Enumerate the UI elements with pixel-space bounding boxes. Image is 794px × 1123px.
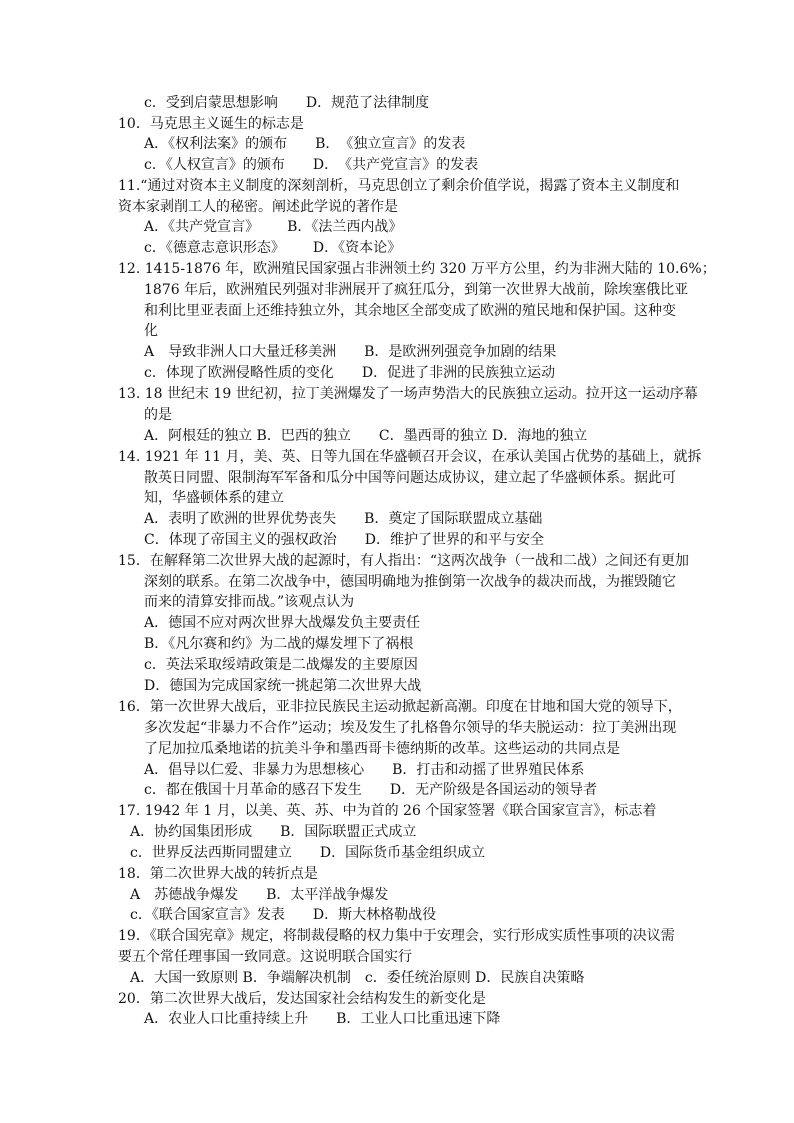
option-text: A 苏德战争爆发: [130, 887, 239, 903]
question-12-stem: 12. 1415-1876 年，欧洲殖民国家强占非洲领土约 320 万平方公里，约为非洲大陆的 10.6%；: [118, 261, 716, 277]
option-text: B．《凡尔赛和约》为二战的爆发埋下了祸根: [144, 636, 414, 652]
option-text: B．太平洋战争爆发: [266, 887, 389, 903]
question-20-stem: 20．第二次世界大战后，发达国家社会结构发生的新变化是: [118, 991, 486, 1007]
question-12-stem: 化: [144, 323, 158, 339]
option-line: [144, 155, 478, 175]
option-text: C．墨西哥的独立 D．海地的独立: [378, 428, 588, 444]
option-text: c．《人权宣言》的颁布: [144, 157, 285, 173]
option-text: A．阿根廷的独立 B．巴西的独立: [144, 428, 351, 444]
option-text: A．大国一致原则 B．争端解决机制: [130, 970, 351, 986]
option-line: [144, 760, 584, 780]
option-text: c．受到启蒙思想影响: [144, 95, 278, 111]
question-16-stem: 了尼加拉瓜桑地诺的抗美斗争和墨西哥卡德纳斯的改革。这些运动的共同点是: [144, 741, 620, 757]
option-line: [144, 426, 587, 446]
question-15-stem: 15．在解释第二次世界大战的起源时，有人指出：“这两次战争（一战和二战）之间还有更加: [118, 553, 689, 569]
option-line: [130, 968, 584, 988]
option-text: D．《资本论》: [312, 240, 402, 256]
option-text: D．德国为完成国家统一挑起第二次世界大战: [144, 678, 422, 694]
question-18-stem: 18．第二次世界大战的转折点是: [118, 866, 318, 882]
option-line: [144, 217, 402, 237]
question-16-stem: 16．第一次世界大战后，亚非拉民族民主运动掀起新高潮。印度在甘地和国大党的领导下，: [118, 699, 682, 715]
question-14-stem: 知，华盛顿体系的建立: [144, 490, 284, 506]
option-text: B．国际联盟正式成立: [280, 824, 417, 840]
question-11-stem: 11.“通过对资本主义制度的深刻剖析，马克思创立了剩余价值学说，揭露了资本主义制度和: [118, 178, 680, 194]
option-line: [144, 530, 544, 550]
option-text: A．表明了欧洲的世界优势丧失: [144, 511, 337, 527]
option-text: D．规范了法律制度: [305, 95, 430, 111]
option-line: [144, 238, 401, 258]
option-text: c．《联合国家宣言》发表: [130, 907, 285, 923]
option-text: D． 《共产党宣言》的发表: [312, 157, 479, 173]
option-line: [144, 134, 465, 154]
option-text: B．是欧洲列强竞争加剧的结果: [364, 344, 557, 360]
option-text: A．农业人口比重持续上升: [144, 1011, 309, 1027]
option-text: B． 《独立宣言》的发表: [315, 136, 466, 152]
option-text: D．无产阶级是各国运动的领导者: [389, 782, 598, 798]
option-text: D．促进了非洲的民族独立运动: [361, 365, 556, 381]
question-11-stem: 资本家剥削工人的秘密。阐述此学说的著作是: [118, 199, 398, 215]
question-15-stem: 而来的清算安排而战。”该观点认为: [144, 594, 355, 610]
option-line: [130, 822, 416, 842]
option-text: D．斯大林格勒战役: [312, 907, 437, 923]
option-text: c．都在俄国十月革命的感召下发生: [144, 782, 362, 798]
option-line: [144, 1009, 500, 1029]
option-line: [144, 509, 542, 529]
option-text: B．工业人口比重迅速下降: [336, 1011, 501, 1027]
question-17-stem: 17. 1942 年 1 月，以美、英、苏、中为首的 26 个国家签署《联合国家宣言》，标志着: [118, 803, 657, 819]
question-12-stem: 1876 年后，欧洲殖民列强对非洲展开了疯狂瓜分，到第一次世界大战前，除埃塞俄比亚: [144, 282, 689, 298]
option-line: [144, 363, 555, 383]
option-text: B．《法兰西内战》: [287, 219, 403, 235]
option-text: c．体现了欧洲侵略性质的变化: [144, 365, 334, 381]
question-13-stem: 的是: [144, 407, 172, 423]
option-text: D．维护了世界的和平与安全: [364, 532, 544, 548]
option-text: A．协约国集团形成: [130, 824, 253, 840]
option-text: c．英法采取绥靖政策是二战爆发的主要原因: [144, 657, 418, 673]
option-text: A．《权利法案》的颁布: [144, 136, 288, 152]
question-16-stem: 多次发起“非暴力不合作”运动；埃及发生了扎格鲁尔领导的华夫脱运动：拉丁美洲出现: [144, 720, 677, 736]
option-line: [144, 342, 556, 362]
option-text: D．国际货币基金组织成立: [319, 845, 486, 861]
question-14-stem: 散英日同盟、限制海军军备和瓜分中国等问题达成协议，建立起了华盛顿体系。据此可: [144, 470, 676, 486]
option-text: A．倡导以仁爱、非暴力为思想核心: [144, 762, 365, 778]
question-13-stem: 13. 18 世纪末 19 世纪初，拉丁美洲爆发了一场声势浩大的民族独立运动。拉开这一运动序幕: [118, 386, 698, 402]
option-text: B．打击和动摇了世界殖民体系: [392, 762, 585, 778]
option-text: C．体现了帝国主义的强权政治: [144, 532, 337, 548]
option-text: A 导致非洲人口大量迁移美洲: [144, 344, 337, 360]
option-line: [130, 843, 485, 863]
option-line: [130, 885, 388, 905]
option-text: A．《共产党宣言》: [144, 219, 260, 235]
question-19-stem: 要五个常任理事国一致同意。这说明联合国实行: [118, 949, 412, 965]
option-line: [144, 780, 597, 800]
question-14-stem: 14. 1921 年 11 月，美、英、日等九国在华盛顿召开会议，在承认美国占优势的基础上，就拆: [118, 449, 702, 465]
option-text: c．《德意志意识形态》: [144, 240, 285, 256]
option-text: c．委任统治原则 D．民族自决策略: [364, 970, 585, 986]
option-text: B．奠定了国际联盟成立基础: [364, 511, 543, 527]
question-10-stem: 10．马克思主义诞生的标志是: [118, 116, 304, 132]
question-19-stem: 19．《联合国宪章》规定，将制裁侵略的权力集中于安理会，实行形成实质性事项的决议需: [118, 928, 675, 944]
question-15-stem: 深刻的联系。在第二次战争中，德国明确地为推倒第一次战争的裁决而战，为摧毁随它: [144, 574, 676, 590]
option-line: [144, 93, 429, 113]
option-text: A．德国不应对两次世界大战爆发负主要责任: [144, 615, 421, 631]
option-text: c．世界反法西斯同盟建立: [130, 845, 292, 861]
option-line: [130, 905, 436, 925]
question-12-stem: 和利比里亚表面上还维持独立外，其余地区全部变成了欧洲的殖民地和保护国。这种变: [144, 303, 676, 319]
